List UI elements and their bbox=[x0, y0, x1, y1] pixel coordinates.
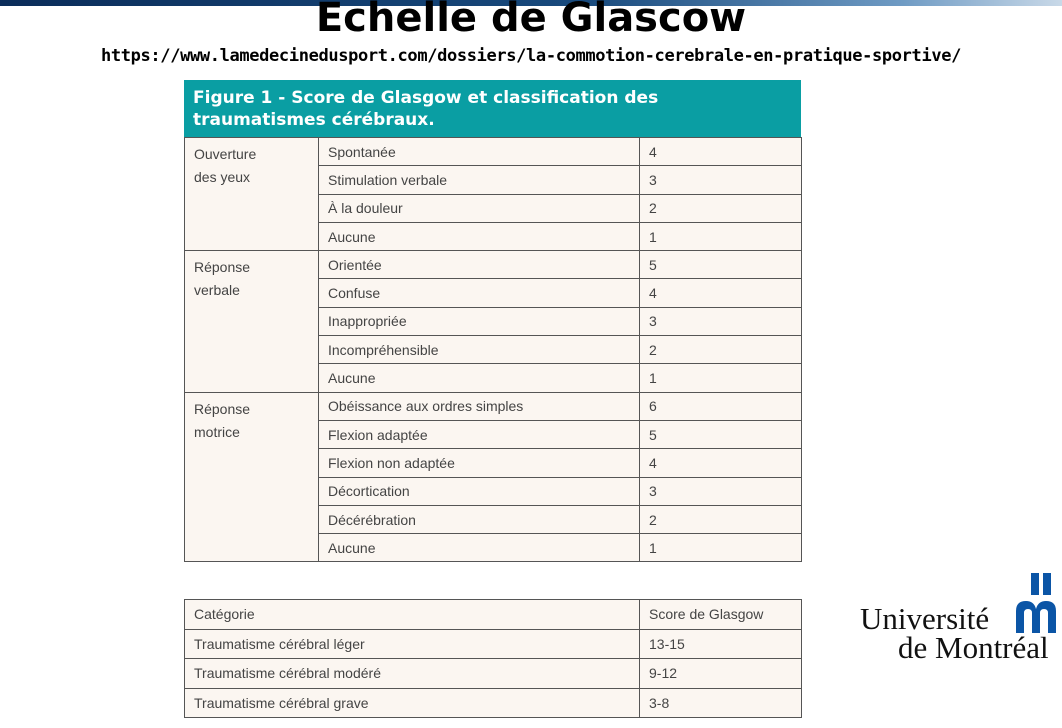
response-cell: Aucune bbox=[319, 222, 640, 250]
score-cell: 1 bbox=[640, 534, 802, 562]
score-cell: 5 bbox=[640, 420, 802, 448]
column-header: Score de Glasgow bbox=[640, 600, 802, 630]
response-cell: Flexion non adaptée bbox=[319, 449, 640, 477]
table-row bbox=[185, 629, 802, 659]
score-cell: 4 bbox=[640, 138, 802, 166]
response-cell: À la douleur bbox=[319, 194, 640, 222]
udem-emblem-icon bbox=[1010, 573, 1062, 633]
table-row bbox=[185, 688, 802, 718]
table-row bbox=[185, 392, 802, 420]
classification-table-wrapper bbox=[184, 599, 801, 718]
response-cell: Incompréhensible bbox=[319, 336, 640, 364]
category-label-line: Réponse bbox=[194, 259, 251, 276]
universite-de-montreal-logo bbox=[860, 573, 1062, 693]
score-cell: 5 bbox=[640, 251, 802, 279]
score-cell: 4 bbox=[640, 279, 802, 307]
score-cell: 2 bbox=[640, 505, 802, 533]
response-cell: Stimulation verbale bbox=[319, 166, 640, 194]
logo-text-line1: Université bbox=[860, 601, 990, 636]
category-label-line: Ouverture bbox=[194, 146, 257, 162]
category-label-line: verbale bbox=[194, 282, 240, 299]
score-cell: 2 bbox=[640, 194, 802, 222]
score-cell: 2 bbox=[640, 336, 802, 364]
category-cell bbox=[185, 251, 319, 392]
slide-title: Echelle de Glascow bbox=[315, 0, 747, 41]
score-cell: 3 bbox=[640, 166, 802, 194]
score-cell: 1 bbox=[640, 364, 802, 392]
table-row bbox=[185, 251, 802, 279]
category-cell bbox=[185, 392, 319, 562]
column-header: Catégorie bbox=[185, 600, 640, 630]
response-cell: Spontanée bbox=[319, 138, 640, 166]
response-cell: Décérébration bbox=[319, 505, 640, 533]
response-cell: Décortication bbox=[319, 477, 640, 505]
score-cell: 3 bbox=[640, 477, 802, 505]
classification-table bbox=[184, 599, 802, 718]
response-cell: Inappropriée bbox=[319, 307, 640, 335]
glasgow-score-table bbox=[184, 137, 802, 562]
score-cell: 6 bbox=[640, 392, 802, 420]
source-url: https://www.lamedecinedusport.com/dossiers/la-commotion-cerebrale-en-pratique-sportive/ bbox=[101, 46, 961, 66]
score-range-cell: 9-12 bbox=[640, 659, 802, 689]
response-cell: Aucune bbox=[319, 364, 640, 392]
figure-header: Figure 1 - Score de Glasgow et classification des traumatismes cérébraux. bbox=[184, 80, 801, 137]
response-cell: Obéissance aux ordres simples bbox=[319, 392, 640, 420]
category-cell bbox=[185, 138, 319, 251]
category-name-cell: Traumatisme cérébral grave bbox=[185, 688, 640, 718]
score-cell: 4 bbox=[640, 449, 802, 477]
glasgow-figure bbox=[184, 80, 801, 562]
category-label-line: motrice bbox=[194, 423, 240, 440]
score-cell: 1 bbox=[640, 222, 802, 250]
response-cell: Aucune bbox=[319, 534, 640, 562]
category-label-line: des yeux bbox=[194, 169, 251, 185]
category-name-cell: Traumatisme cérébral modéré bbox=[185, 659, 640, 689]
table-header-row bbox=[185, 600, 802, 630]
category-name-cell: Traumatisme cérébral léger bbox=[185, 629, 640, 659]
score-range-cell: 13-15 bbox=[640, 629, 802, 659]
response-cell: Flexion adaptée bbox=[319, 420, 640, 448]
table-row bbox=[185, 138, 802, 166]
response-cell: Confuse bbox=[319, 279, 640, 307]
score-cell: 3 bbox=[640, 307, 802, 335]
score-range-cell: 3-8 bbox=[640, 688, 802, 718]
logo-text-line2: de Montréal bbox=[898, 630, 1049, 665]
category-label-line: Réponse bbox=[194, 400, 251, 417]
table-row bbox=[185, 659, 802, 689]
response-cell: Orientée bbox=[319, 251, 640, 279]
